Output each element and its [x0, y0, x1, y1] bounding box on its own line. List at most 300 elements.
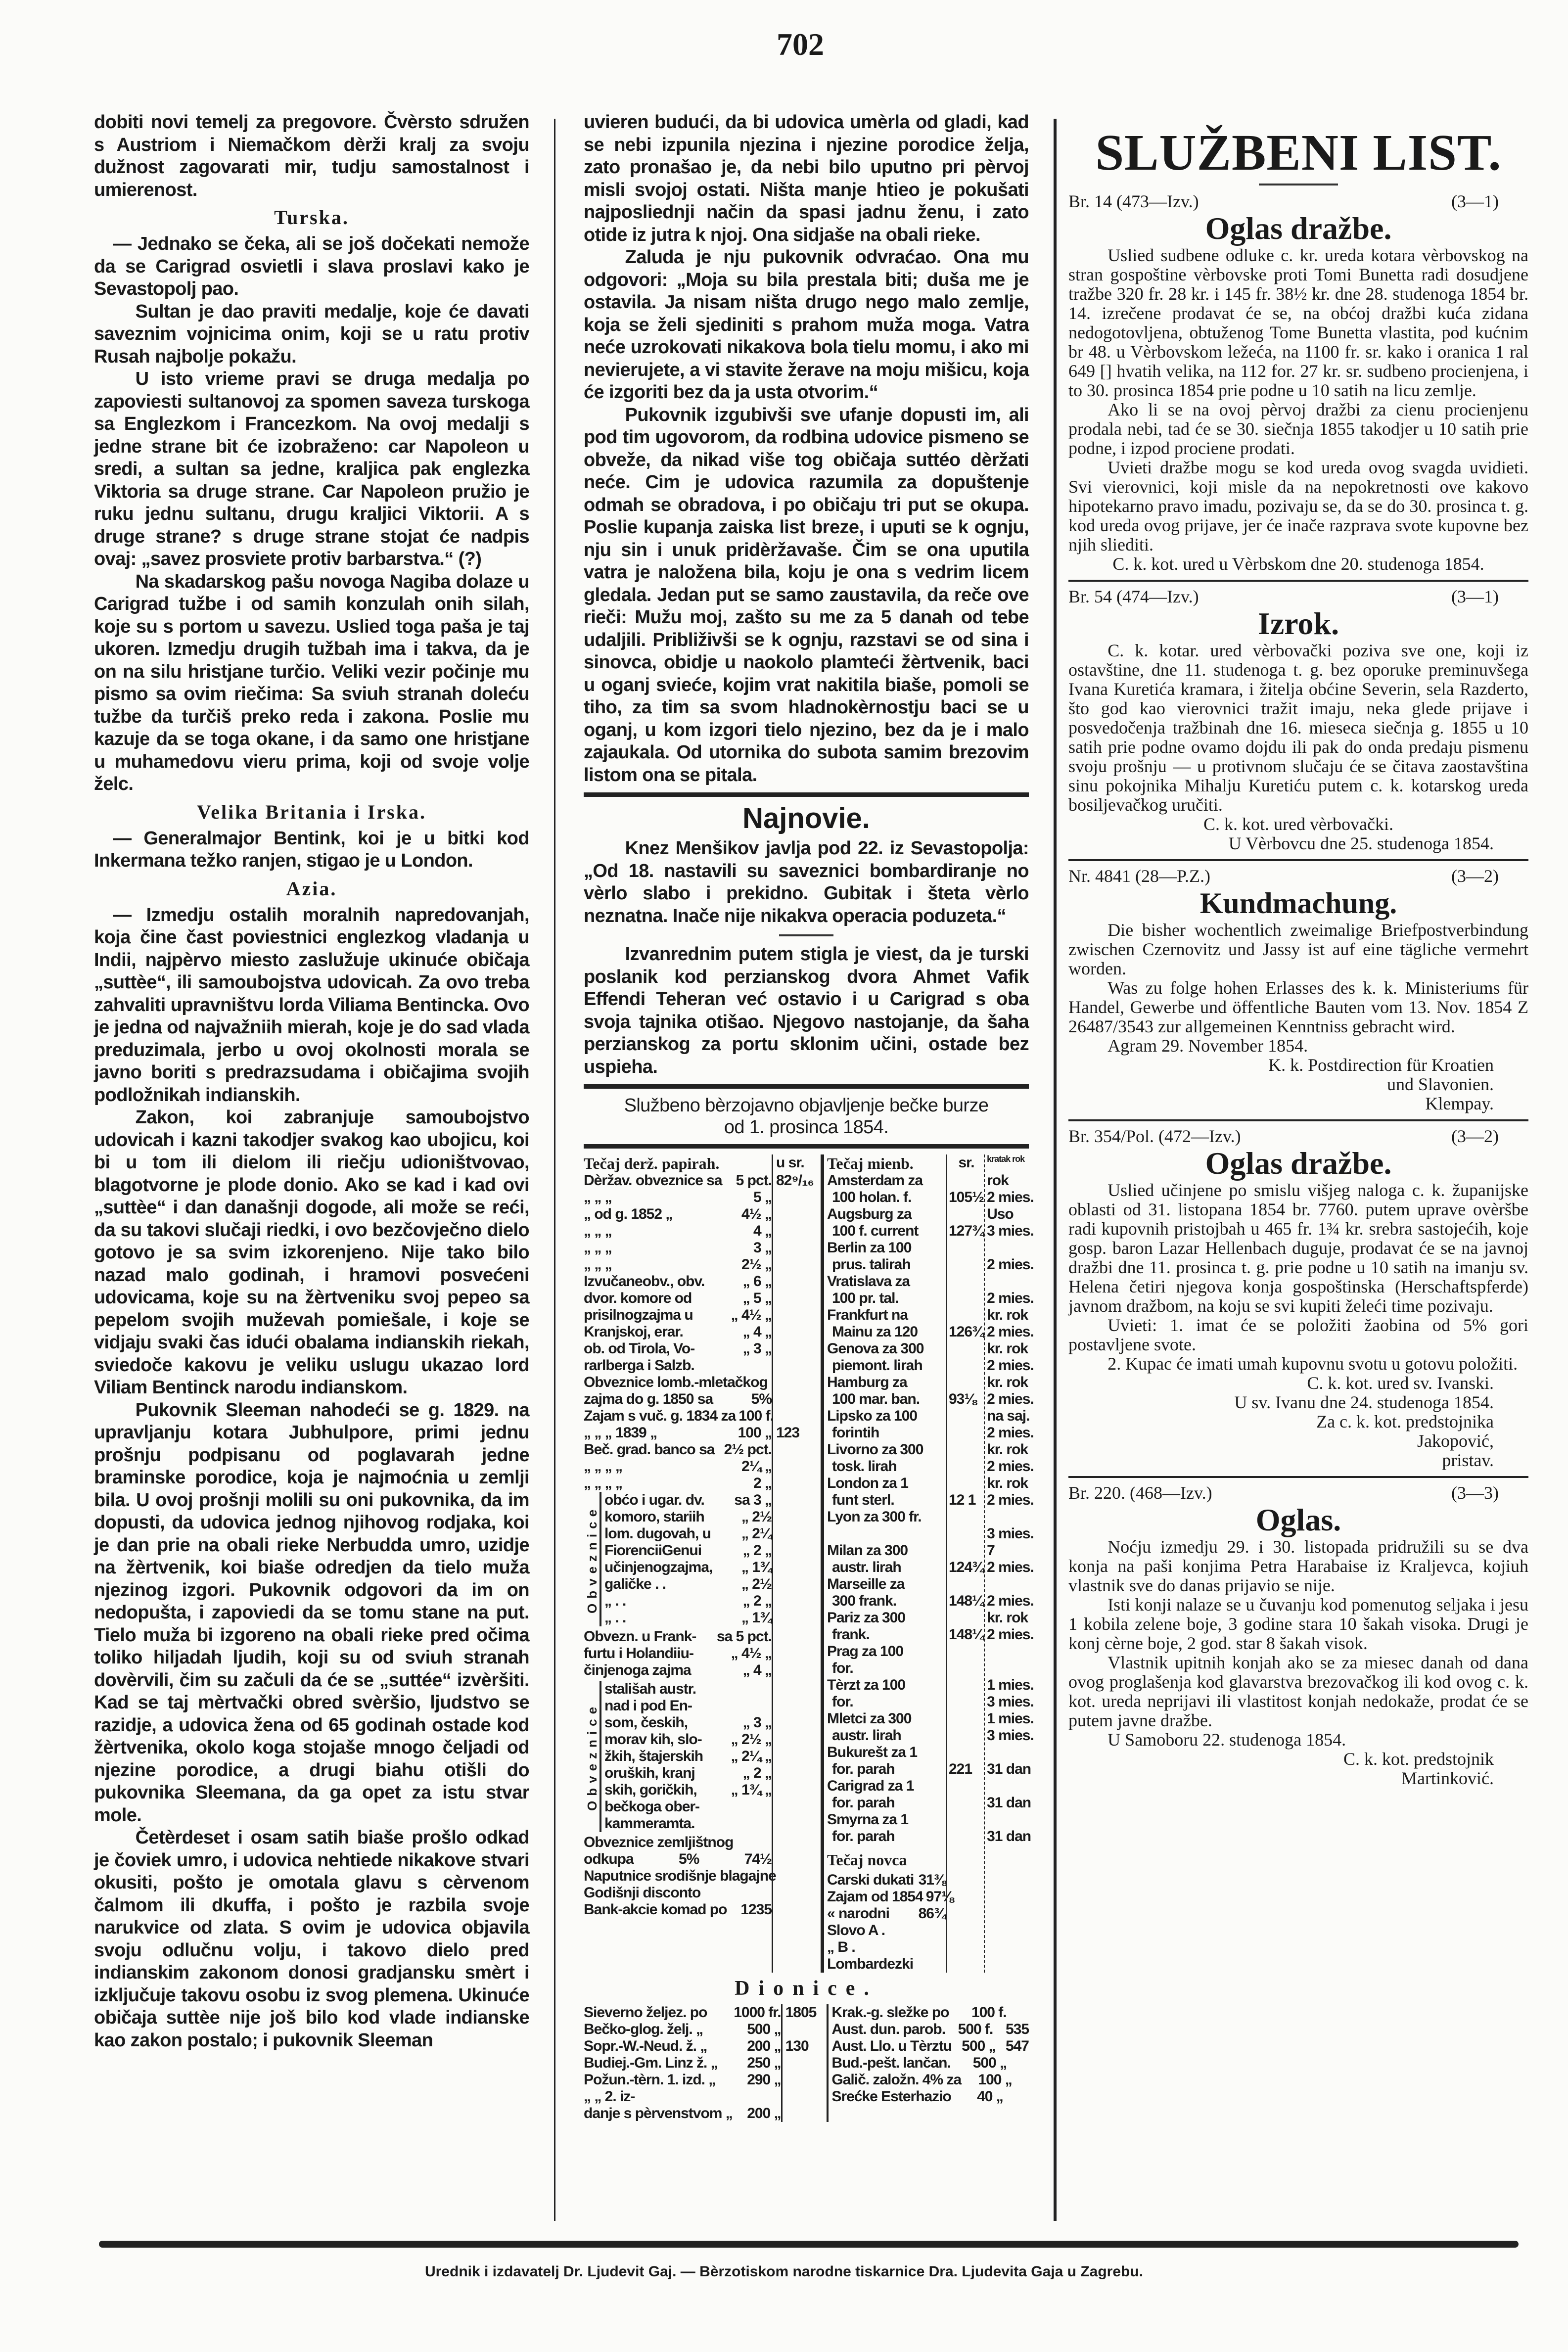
notice-header: [1068, 1483, 1528, 1503]
notice-divider: [1068, 1119, 1528, 1121]
exchange-detail: for.: [831, 1660, 853, 1676]
exchange-term: kr. rok: [987, 1340, 1028, 1357]
exchange-term: [987, 1240, 1034, 1256]
table-cell-label: oruških, kranj: [604, 1765, 695, 1781]
notice: [1068, 580, 1528, 853]
table-cell-value: [776, 1290, 814, 1307]
table-cell-label: Kranjskoj, erar.: [584, 1324, 683, 1340]
share-nominal: 100 „: [978, 2072, 1012, 2088]
article-paragraph: — Izmedju ostalih moralnih napredovanjah, koja čine čast poviestnici englezkog vladanja u Indii, najpèrvo miesto zaslužuje ukinuće običaja „suttèe“, ili samoubojstva udovicah. Za ovo treba zahvaliti upravništvu lorda Viliama Bentincka. Ovo je jedna od najvažniih mierah, koje je do sad vlada preduzimala, jerbo u ovoj okolnosti morala se javno boriti s predrazsudama i običajima svojih podložnikah indianskih.: [94, 904, 529, 1106]
exchange-term: kr. rok: [987, 1610, 1028, 1626]
notice-signature: C. k. kot. ured vèrbovački.: [1203, 814, 1393, 834]
notice-signature: C. k. kot. ured sv. Ivanski.: [1307, 1373, 1494, 1393]
table-cell-rate: 4½ „: [741, 1206, 772, 1222]
table-row: [584, 1172, 772, 1189]
share-row: [584, 2088, 781, 2105]
table-cell-rate: 2¼ „: [741, 1458, 772, 1475]
table-row: [584, 1374, 772, 1391]
papers-column: [584, 1154, 776, 1973]
share-nominal: 500 „: [972, 2055, 1007, 2071]
table-row: [584, 1256, 772, 1273]
section-heading-britania: Velika Britania i Irska.: [197, 800, 426, 823]
exchange-term: 31 dan: [987, 1828, 1031, 1845]
exchange-term: 2 mies.: [987, 1357, 1034, 1374]
intro-paragraph: dobiti novi temelj za pregovore. Čvèrsto sdružen s Austriom i Niemačkom dèrži kralj za svoju dužnost zagovarati mir, tudju samostalnost i umierenost.: [94, 112, 529, 200]
notice-number: Nr. 4841 (28—P.Z.): [1068, 866, 1210, 886]
exchange-spacer: [949, 1744, 984, 1761]
table-row: [584, 1885, 772, 1901]
table-cell-value: [776, 1340, 814, 1357]
exchange-detail: forintih: [831, 1425, 879, 1441]
table-cell-label: „ „ „: [584, 1256, 612, 1273]
exchange-term: na saj.: [987, 1408, 1030, 1424]
exchange-term: 2 mies.: [987, 1290, 1034, 1306]
exchange-spacer: [949, 1408, 984, 1425]
table-cell-label: galičke . .: [604, 1576, 666, 1592]
exchange-term: 2 mies.: [987, 1391, 1034, 1407]
share-value: 547: [1005, 2038, 1029, 2054]
table-cell-label: obćo i ugar. dv.: [604, 1492, 704, 1508]
exchange-term: 1 mies.: [987, 1710, 1034, 1727]
share-row: [584, 2055, 781, 2072]
section-heading-turska: Turska.: [274, 206, 349, 229]
table-cell-label: „ „ „ 1839 „: [584, 1425, 657, 1441]
exchange-term: 31 dan: [987, 1761, 1031, 1777]
table-row: [584, 1357, 772, 1374]
exchange-term: 3 mies.: [987, 1525, 1034, 1542]
share-name: Sieverno željez. po: [584, 2004, 707, 2021]
exchange-value: [949, 1256, 984, 1273]
share-value: [785, 2088, 820, 2105]
notice-number: Br. 54 (474—Izv.): [1068, 587, 1199, 606]
table-row: [584, 1307, 772, 1324]
column-divider: [1054, 119, 1057, 2221]
notice-paragraph: Uvieti dražbe mogu se kod ureda ovog svagda uvidieti. Svi vierovnici, koji misle da na nepokretnosti ove kakovo hipotekarno pravo imadu, pozivaju se, da se do 30. prosinca t. g. kod ureda ovog prijave, jer će inače razprava svote kupovne bez njih sliediti.: [1068, 458, 1528, 554]
table-row: [584, 1223, 772, 1240]
exchange-term: 2 mies.: [987, 1425, 1034, 1441]
exchange-place: Lyon za 300 fr.: [827, 1509, 922, 1525]
table-cell-rate: „ 2¼ „: [731, 1748, 772, 1764]
exchange-term: 3 mies.: [987, 1727, 1034, 1744]
exchange-term: 7: [987, 1542, 995, 1559]
section-heading-azia: Azia.: [286, 877, 337, 900]
table-cell-label: nad i pod En-: [604, 1698, 692, 1714]
table-row: [584, 1240, 772, 1256]
bourse-title-line: Službeno bèrzojavno objavljenje bečke burze: [624, 1095, 989, 1116]
exchange-detail: for. parah: [831, 1828, 895, 1845]
table-cell-label: stališah austr.: [604, 1681, 696, 1697]
masthead-rule: [1259, 184, 1338, 185]
table-cell-rate: sa 5 pct.: [716, 1628, 772, 1645]
exchange-place: Prag za 100: [827, 1643, 904, 1660]
table-cell-value: 1235: [740, 1901, 772, 1918]
exchange-spacer: [949, 1811, 984, 1828]
table-cell-label: Izvučaneobv., obv.: [584, 1273, 705, 1290]
exchange-term: 2 mies.: [987, 1626, 1034, 1643]
table-row: [604, 1593, 772, 1610]
table-cell-label: Slovo A .: [827, 1922, 885, 1938]
exchange-detail: austr. lirah: [831, 1559, 901, 1575]
exchange-term: [987, 1509, 1034, 1525]
share-row: [831, 2072, 1029, 2088]
share-row: [584, 2105, 781, 2122]
table-cell-label: morav kih, slo-: [604, 1731, 702, 1748]
notice-paragraph: Was zu folge hohen Erlasses des k. k. Ministeriums für Handel, Gewerbe und öffentliche Bauten vom 13. Nov. 1854 Z 26487/3543 zur allgemeinen Kenntniss gebracht wird.: [1068, 978, 1528, 1036]
table-cell-label: Beč. grad. banco sa: [584, 1441, 715, 1458]
table-row: [584, 1441, 772, 1458]
table-cell-rate: 5%: [678, 1851, 699, 1867]
share-name: danje s pèrvenstvom „: [584, 2105, 733, 2121]
table-cell-rate: 2½ „: [741, 1256, 772, 1273]
table-row: [584, 1868, 776, 1885]
notice-signature: pristav.: [1442, 1450, 1494, 1470]
exchange-value: [949, 1795, 984, 1811]
table-cell-rate: 2½ pct.: [724, 1441, 772, 1458]
middle-column: [584, 111, 1034, 2122]
exchange-place: Carigrad za 1: [827, 1778, 914, 1794]
share-name: Požun.-tèrn. 1. izd. „: [584, 2072, 716, 2088]
table-cell-label: žkih, štajerskih: [604, 1748, 703, 1764]
table-row: [827, 1939, 946, 1956]
exchange-term: kr. rok: [987, 1374, 1028, 1390]
notice: [1068, 1119, 1528, 1470]
table-cell-rate: „ 2 „: [742, 1542, 772, 1559]
share-nominal: 200 „: [747, 2105, 781, 2121]
table-row: [584, 1851, 772, 1868]
notice-signature: und Slavonien.: [1387, 1074, 1494, 1094]
exchange-value: 126¾: [948, 1324, 984, 1340]
exchange-spacer: [949, 1374, 984, 1391]
notice-title: Oglas.: [1255, 1502, 1341, 1537]
section-heading-najnovie: Najnovie.: [742, 802, 870, 834]
exchange-spacer: [949, 1778, 984, 1795]
share-row: [584, 2038, 781, 2055]
exchange-place: Amsterdam za: [827, 1172, 923, 1189]
table-cell-rate: „ 3 „: [742, 1714, 772, 1731]
exchange-term: 3 mies.: [987, 1694, 1034, 1710]
exchange-term: [987, 1778, 1034, 1795]
notice-paragraph: Vlastnik upitnih konjah ako se za miesec danah od dana ovog proglašenja kod glavarstva brezovačkog ili kod ovog c. k. kot. ureda neprijavi ili vlastitost konjah nedokaže, prodat će se putem javne dražbe.: [1068, 1653, 1528, 1730]
notice-signature: Martinković.: [1401, 1768, 1494, 1788]
table-cell-label: Zajam od 1854: [827, 1889, 923, 1905]
table-cell-rate: 4 „: [753, 1223, 772, 1239]
exchange-place: Livorno za 300: [827, 1441, 923, 1458]
table-cell-label: skih, goričkih,: [604, 1782, 697, 1798]
exchange-term-column: [984, 1154, 1034, 1973]
notice-header: [1068, 1126, 1528, 1146]
article-paragraph: — Generalmajor Bentink, koi je u bitki kod Inkermana težko ranjen, stigao je u London.: [94, 828, 529, 871]
exchange-place: Augsburg za: [827, 1206, 912, 1222]
exchange-spacer: [949, 1475, 984, 1492]
exchange-detail: for.: [831, 1694, 853, 1710]
table-cell-rate: 2 „: [753, 1475, 772, 1491]
table-row: [584, 1628, 772, 1645]
section-rule: [584, 792, 1029, 797]
exchange-value: 93⅛: [948, 1391, 976, 1407]
exchange-term-header: kratak rok: [987, 1154, 1025, 1164]
table-cell-label: „ od g. 1852 „: [584, 1206, 673, 1222]
share-name: Bud.-pešt. lančan.: [831, 2055, 951, 2071]
shares-table: [584, 2004, 1029, 2122]
article-paragraph: Zaluda je nju pukovnik odvraćao. Ona mu odgovori: „Moja su bila prestala biti; duša me je ostavila. Ja nisam ništa drugo nego malo zemlje, koja se želi sjediniti s prahom muža moga. Vatra neće uzrokovati nikakova bola tielu momu, i ako mi nevierujete, a vi stavite žerave na moju mišicu, koja će izgoriti bez da ja usta otvorim.“: [584, 247, 1029, 403]
table-row: [827, 1889, 954, 1905]
notice-signature: C. k. kot. predstojnik: [1343, 1749, 1494, 1769]
bourse-title: [584, 1095, 1029, 1138]
exchange-term: 2 mies.: [987, 1324, 1034, 1340]
notice-title: Izrok.: [1257, 606, 1339, 641]
table-row: [584, 1425, 772, 1441]
column-divider: [554, 119, 555, 2221]
share-name: Aust. dun. parob.: [831, 2021, 946, 2037]
notice-sequence: (3—1): [1451, 191, 1499, 211]
notice-divider: [1068, 859, 1528, 861]
table-cell-label: dvor. komore od: [584, 1290, 692, 1306]
short-rule: [779, 934, 833, 936]
table-cell-label: zajma do g. 1850 sa: [584, 1391, 713, 1407]
notice-signature: K. k. Postdirection für Kroatien: [1268, 1055, 1494, 1075]
exchange-value: [949, 1357, 984, 1374]
table-cell-rate: 100 „: [738, 1425, 772, 1441]
exchange-value: [949, 1525, 984, 1542]
notice-divider: [1068, 580, 1528, 582]
table-cell-rate: „ 5 „: [742, 1290, 772, 1306]
exchange-detail: piemont. lirah: [831, 1357, 922, 1374]
shares-title: Dionice.: [735, 1977, 878, 2000]
table-cell-label: činjenoga zajma: [584, 1662, 691, 1678]
table-row: [604, 1765, 772, 1782]
table-row: [604, 1681, 772, 1698]
share-value: [785, 2021, 820, 2038]
table-cell-rate: 5 „: [753, 1189, 772, 1205]
table-row: [584, 1458, 772, 1475]
table-row: [584, 1290, 772, 1307]
share-row: [584, 2072, 781, 2088]
share-row: [584, 2021, 781, 2038]
table-cell-label: Bank-akcie komad po: [584, 1901, 727, 1918]
exchange-place: Frankfurt na: [827, 1307, 908, 1323]
notice-header: [1068, 587, 1528, 606]
table-cell-label: furtu i Holandiiu-: [584, 1645, 693, 1661]
exchange-term: 1 mies.: [987, 1677, 1034, 1693]
exchange-value: 221: [948, 1761, 972, 1777]
exchange-term: 3 mies.: [987, 1223, 1034, 1239]
exchange-spacer: [949, 1509, 984, 1525]
notice-paragraph: Uvieti: 1. imat će se položiti žaobina od 5% gori postavljene svote.: [1068, 1315, 1528, 1354]
exchange-place: London za 1: [827, 1475, 908, 1491]
notice-paragraph: Agram 29. November 1854.: [1107, 1036, 1308, 1056]
share-row: [831, 2055, 1029, 2072]
table-cell-label: Lombardezki: [827, 1956, 914, 1972]
table-cell-label: Obvezn. u Frank-: [584, 1628, 696, 1645]
notice-signature: C. k. kot. ured u Vèrbskom dne 20. studenoga 1854.: [1112, 554, 1484, 574]
table-row: [584, 1340, 772, 1357]
share-nominal: 290 „: [747, 2072, 781, 2088]
table-row: [827, 1872, 946, 1889]
exchange-place: Bukurešt za 1: [827, 1744, 918, 1760]
share-row: [831, 2004, 1029, 2021]
exchange-place: Marseille za: [827, 1576, 905, 1592]
article-paragraph: — Jednako se čeka, ali se još dočekati nemože da se Carigrad osvietli i slava proslavi kako je Sevastopolj pao.: [94, 233, 529, 299]
exchange-spacer: [949, 1206, 984, 1223]
exchange-detail: for. parah: [831, 1761, 895, 1777]
share-nominal: 500 „: [962, 2038, 996, 2054]
share-nominal: 1000 fr.: [734, 2004, 781, 2021]
table-row: [604, 1748, 772, 1765]
bourse-top-rule: [584, 1084, 1029, 1089]
exchange-value-column: [946, 1154, 984, 1973]
article-paragraph: Izvanrednim putem stigla je viest, da je turski poslanik kod perzianskog dvora Ahmet Vafik Effendi Teheran već ostavio i u Carigrad s oba svoja tajnika otišao. Njegovo nastojanje, da šaha perzianskog za portu sklonim učini, ostade bez uspieha.: [584, 944, 1029, 1077]
exchange-spacer: [949, 1273, 984, 1290]
exchange-term: kr. rok: [987, 1441, 1028, 1458]
notice-sequence: (3—3): [1451, 1483, 1499, 1503]
exchange-spacer: [949, 1710, 984, 1727]
share-name: Galič. založn. 4% za: [831, 2072, 962, 2088]
table-cell-label: „ „ „: [584, 1240, 612, 1256]
notice-header: [1068, 191, 1528, 211]
table-cell-rate: „ 1¾ „: [731, 1782, 772, 1798]
exchange-term: kr. rok: [987, 1475, 1028, 1491]
notice-title: Kundmachung.: [1199, 887, 1397, 920]
share-nominal: 250 „: [747, 2055, 781, 2071]
table-row: [604, 1492, 772, 1509]
table-cell-value: [776, 1374, 814, 1391]
notice-header: [1068, 866, 1528, 886]
table-cell-label: Obveznice zemljištnog: [584, 1834, 734, 1850]
exchange-detail: [827, 1525, 946, 1542]
table-cell-rate: „ 3 „: [742, 1340, 772, 1357]
exchange-term: 2 mies.: [987, 1458, 1034, 1475]
notice-signature: Za c. k. kot. predstojnika: [1316, 1412, 1494, 1431]
share-name: Krak.-g. sležke po: [831, 2004, 949, 2021]
notice-signature: U Vèrbovcu dne 25. studenoga 1854.: [1228, 833, 1494, 853]
exchange-term: [987, 1744, 1034, 1761]
table-cell-rate: „ 2¼: [741, 1525, 772, 1542]
article-paragraph: Knez Menšikov javlja pod 22. iz Sevastopolja: „Od 18. nastavili su saveznici bombardiranje no vèrlo slabo i prekidno. Gubitak i šteta vèrlo neznatna. Inače nije nikakva operacia poduzeta.“: [584, 838, 1029, 926]
exchange-spacer: [949, 1643, 984, 1660]
notice-paragraph: Ako li se na ovoj pèrvoj dražbi za cienu procienjenu prodala nebi, tad će se 30. siečnja 1855 takodjer u 10 satih prie podne, i izpod prociene prodati.: [1068, 400, 1528, 458]
table-cell-label: učinjenogzajma,: [604, 1559, 713, 1575]
exchange-term: [987, 1273, 1034, 1290]
table-cell-label: „ „ „: [584, 1189, 612, 1205]
exchange-spacer: [949, 1340, 984, 1357]
table-row: [604, 1576, 772, 1593]
exchange-term: rok: [987, 1172, 1009, 1189]
article-paragraph: Pukovnik izgubivši sve ufanje dopusti im, ali pod tim ugovorom, da rodbina udovice pismeno se obveže, da nikad više tog običaja suttéo dèržati neće. Cim je udovica razumila za dopuštenje odmah se obradova, i po običaju tri put se okupa. Poslie kupanja zaiska list breze, i uputi se k ognju, nju sin i unuk pridèržavaše. Čim se ona uputila vatra je naložena bila, koju je ona s vedrim licem gledala. Jedan put se samo zaustavila, da reče ove rieči: Mužu moj, zašto su me za 5 danah od tebe udaljili. Približivši se k ognju, razstavi se od sina i sinovca, obidje u naokolo plamteći žèrtvenik, baci u oganj svieće, kojim vrat nakitila biaše, pomoli se tiho, za tim sa svom hladnokèrnostju baci se u oganj, u kom izgori tielo njezino, bez da je i malo zajaukala. Od utornika do subota samim brezovim listom ona se pitala.: [584, 404, 1029, 785]
table-cell-value: [776, 1441, 814, 1458]
exchange-term: Uso: [987, 1206, 1014, 1222]
table-row: [604, 1542, 772, 1559]
table-cell-rate: „ 4 „: [742, 1662, 772, 1678]
table-cell-label: odkupa: [584, 1851, 634, 1867]
share-value: 535: [1005, 2021, 1029, 2037]
notice-paragraph: Isti konji nalaze se u čuvanju kod pomenutog seljaka i jesu 1 kobila zelene boje, 3 godine stara 10 šakah visoka. Drugi je konj cèrne boje, 2 god. star 8 šakah visok.: [1068, 1595, 1528, 1653]
share-nominal: 200 „: [747, 2038, 781, 2054]
exchange-place: Genova za 300: [827, 1340, 924, 1357]
share-row: [831, 2021, 1029, 2038]
table-cell-rate: „ 2 „: [742, 1765, 772, 1781]
table-cell-rate: „ 2 „: [742, 1593, 772, 1609]
bourse-bottom-rule: [584, 1144, 1029, 1149]
table-row: [604, 1610, 772, 1626]
article-paragraph: U isto vrieme pravi se druga medalja po zapoviesti sultanovoj za spomen saveza turskoga sa Englezkom i Francezkom. Na ovoj medalji s jedne strane bit će izobraženo: car Napoleon u sredi, a sultan sa jedne, kraljica pak englezka Viktoria sa druge strane. Car Napoleon pružio je ruku jednu sultanu, drugu kraljici Viktorii. A s druge strane? s druge strane stojat će nadpis ovaj: „savez prosviete protiv barbarstva.“ (?): [94, 369, 529, 569]
table-cell-label: rarlberga i Salzb.: [584, 1357, 694, 1374]
table-cell-label: Carski dukati: [827, 1872, 914, 1888]
table-cell-label: Zajam s vuč. g. 1834 za: [584, 1408, 736, 1424]
exchange-place: Mletci za 300: [827, 1710, 912, 1727]
share-name: Budiej.-Gm. Linz ž. „: [584, 2055, 718, 2071]
table-row: [827, 1905, 946, 1922]
table-row: [584, 1901, 772, 1918]
table-cell-label: som, českih,: [604, 1714, 688, 1731]
left-column: [94, 111, 529, 2052]
papers-value-column: [772, 1154, 814, 1973]
exchange-place: Lipsko za 100: [827, 1408, 918, 1424]
table-cell-rate: „ 2½: [741, 1576, 772, 1592]
notice-signature: Jakopović,: [1417, 1431, 1494, 1451]
table-cell-value: 86¾: [918, 1905, 946, 1922]
table-cell-value: [776, 1324, 814, 1340]
table-cell-value: [776, 1273, 814, 1290]
notice-signature: U sv. Ivanu dne 24. studenoga 1854.: [1234, 1392, 1494, 1412]
exchange-detail: 100 pr. tal.: [831, 1290, 899, 1306]
notice-title: Oglas dražbe.: [1205, 1146, 1392, 1181]
table-cell-value: 31⅜: [918, 1872, 946, 1888]
share-row: [831, 2038, 1029, 2055]
table-cell-value: [776, 1223, 814, 1240]
notice-number: Br. 220. (468—Izv.): [1068, 1483, 1212, 1503]
exchange-term: [987, 1811, 1034, 1828]
table-cell-rate: 3 „: [753, 1240, 772, 1256]
papers-unit-header: u sr.: [776, 1154, 804, 1171]
exchange-spacer: [949, 1441, 984, 1458]
exchange-place: Vratislava za: [827, 1273, 910, 1290]
share-value: [785, 2105, 820, 2122]
exchange-detail: prus. talirah: [831, 1256, 911, 1273]
table-cell-value: 123: [776, 1425, 800, 1441]
article-paragraph: uvieren budući, da bi udovica umèrla od gladi, kad se nebi izpunila njezina i njezine porodice želja, zato pronašao je, da nebi bilo uputno pri pèrvoj misli svojoj ostati. Ništa manje htieo je pokušati najposliednji način da spasi jadnu ženu, i zato otide iz jutra k njoj. Ona sidjaše na obali rieke.: [584, 112, 1029, 245]
exchange-term: 2 mies.: [987, 1559, 1034, 1575]
exchange-detail: 100 holan. f.: [831, 1189, 912, 1205]
share-name: Srećke Esterhazio: [831, 2088, 951, 2105]
share-name: Bečko-glog. želj. „: [584, 2021, 703, 2037]
table-row: [827, 1922, 946, 1939]
right-column: [1068, 111, 1528, 1788]
notice: [1068, 1476, 1528, 1788]
share-name: „ „ 2. iz-: [584, 2088, 635, 2105]
table-row: [604, 1698, 772, 1714]
table-cell-rate: „ 4 „: [742, 1324, 772, 1340]
exchange-place: Pariz za 300: [827, 1610, 906, 1626]
notice-paragraph: Uslied sudbene odluke c. kr. ureda kotara vèrbovskog na stran gospoštine vèrbovske proti Tomi Bunetta radi dosudjene tražbe 320 fr. 28 kr. i 145 fr. 38½ kr. dne 28. studenoga 1854 br. 14. izrečene prodavat će se, na obćoj dražbi kuća zidana nedogotovljena, obtuženog Tome Bunetta vlastita, pod kućnim br 48. u Vèrbovskom ležeća, na 1100 fr. sr. kako i oranica 1 ral 649 [] hvatih velika, na 112 for. 27 kr. sr. sudbeno procienjena, i to 30. prosinca 1854 prie podne u 10 satih na licu zemlje.: [1068, 245, 1528, 400]
exchange-spacer: [949, 1172, 984, 1189]
exchange-place: Tèrzt za 100: [827, 1677, 906, 1693]
exchange-term: 31 dan: [987, 1795, 1031, 1811]
table-row: [584, 1391, 772, 1408]
notice-sequence: (3—2): [1451, 866, 1499, 886]
table-cell-label: „ . .: [604, 1610, 626, 1626]
notice-signature: Klempay.: [1425, 1094, 1494, 1113]
exchange-value: [949, 1660, 984, 1677]
article-paragraph: Na skadarskog pašu novoga Nagiba dolaze u Carigrad tužbe i od samih konzulah onih silah, koje su s portom u savezu. Uslied toga paša je taj ukoren. Izmedju drugih tužbah ima i takva, da je on na silu hristjane turčio. Veliki vezir počinje mu pismo sa ovim riečima: Sa sviuh stranah doleću tužbe da turčiš preko reda i zakona. Poslie mu kazuje da se toga okane, i da samo one hristjane u muhamedovu vieru prima, koji od svoje volje želc.: [94, 571, 529, 794]
table-cell-label: ob. od Tirola, Vo-: [584, 1340, 695, 1357]
table-row: [584, 1645, 772, 1662]
table-cell-rate: 5 pct.: [736, 1172, 772, 1189]
table-cell-value: 97⅛: [925, 1889, 954, 1905]
exchange-column: [821, 1154, 954, 1973]
exchange-place: Smyrna za 1: [827, 1811, 909, 1828]
page-number: 702: [777, 27, 824, 62]
table-row: [604, 1782, 772, 1799]
